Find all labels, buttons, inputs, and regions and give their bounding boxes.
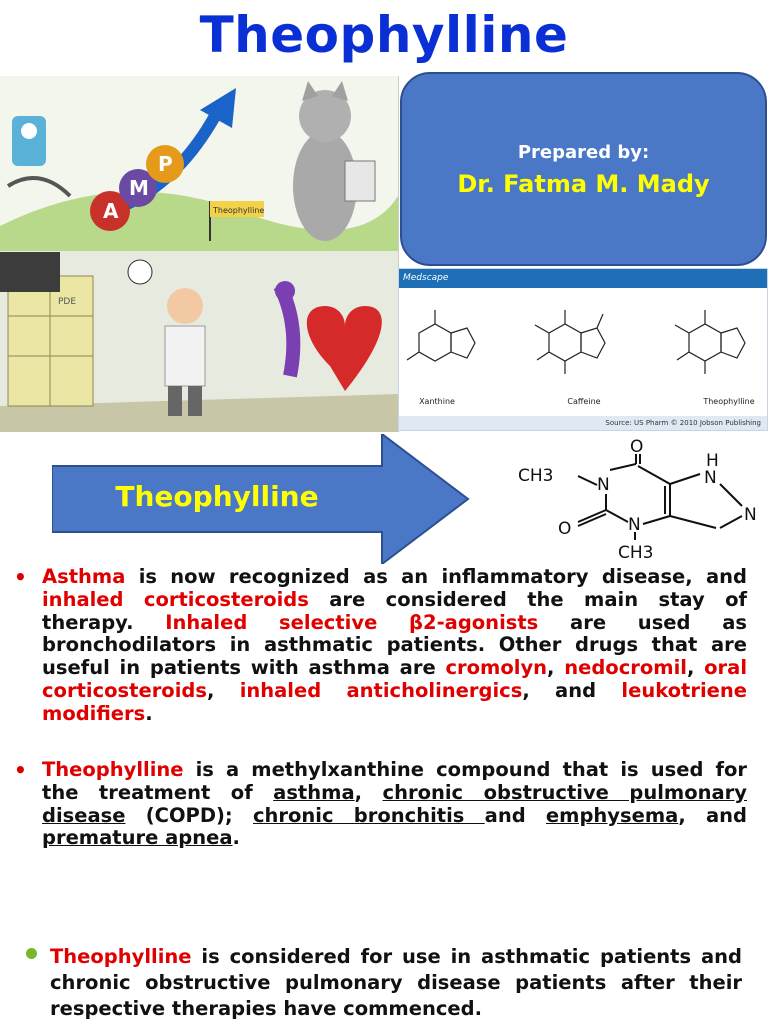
text: , and	[522, 678, 622, 702]
term-oral-corticosteroids: oral corticosteroids	[42, 656, 748, 702]
paragraph-theophylline-uses	[42, 759, 747, 850]
text: and	[484, 803, 546, 827]
text: ,	[547, 656, 565, 680]
term-theophylline: Theophylline	[50, 945, 192, 968]
term-beta2-agonists: Inhaled selective β2-agonists	[165, 610, 539, 634]
term-chronic-bronchitis: chronic bronchitis	[252, 803, 485, 827]
text: are considered the main stay of therapy.	[42, 587, 747, 634]
structure-n1: N	[597, 475, 610, 495]
bullet-dot: •	[14, 758, 27, 782]
bullet-dot: •	[14, 565, 27, 589]
term-inhaled-corticosteroids: inhaled corticosteroids	[42, 587, 309, 611]
structure-o-top: O	[630, 437, 644, 457]
text: .	[232, 826, 240, 850]
structure-h: H	[706, 451, 719, 471]
structure-o-left: O	[558, 519, 572, 539]
author-box	[400, 72, 767, 266]
structure-ch3-top: CH3	[518, 466, 554, 486]
term-leukotriene-modifiers: leukotriene modifiers	[42, 678, 747, 725]
amp-letter-p: P	[158, 152, 173, 176]
term-inhaled-anticholinergics: inhaled anticholinergics	[239, 678, 523, 702]
text: , and	[678, 803, 747, 827]
molecule-label-caffeine: Caffeine	[567, 397, 601, 406]
structure-n-top-right: N	[704, 468, 717, 488]
medscape-brand: Medscape	[399, 269, 767, 288]
term-emphysema: emphysema	[545, 803, 679, 827]
page-title: Theophylline	[199, 6, 569, 64]
text: is considered for use in asthmatic patients and chronic obstructive pulmonary disease patients after their respective therapies have commenced.	[50, 945, 742, 1020]
text: ,	[686, 656, 705, 680]
amp-letter-a: A	[103, 199, 119, 223]
pde-text: PDE	[58, 297, 77, 307]
author-name: Dr. Fatma M. Mady	[457, 170, 710, 198]
amp-letter-m: M	[129, 176, 149, 200]
text: is a methylxanthine compound that is used for the treatment of	[42, 758, 747, 804]
structure-n-bottom: N	[628, 515, 641, 535]
cartoon-illustration	[0, 76, 399, 432]
text: ,	[354, 780, 383, 804]
term-nedocromil: nedocromil	[564, 656, 687, 680]
theophylline-structure	[510, 436, 768, 564]
term-asthma: asthma	[273, 780, 355, 804]
term-theophylline: Theophylline	[42, 758, 184, 781]
term-cromolyn: cromolyn	[445, 656, 548, 680]
prepared-by-label: Prepared by:	[517, 142, 650, 163]
molecule-label-theophylline: Theophylline	[703, 397, 755, 406]
text: (COPD);	[125, 803, 253, 827]
text: are used as bronchodilators in asthmatic patients. Other drugs that are useful in patients with asthma are	[42, 610, 748, 680]
text: ,	[206, 678, 240, 702]
medscape-structures-panel	[398, 268, 768, 431]
green-bullet-dot	[26, 948, 37, 959]
arrow-label: Theophylline	[115, 480, 319, 513]
term-asthma: Asthma	[42, 565, 126, 588]
medscape-source: Source: US Pharm © 2010 Jobson Publishing	[399, 416, 767, 430]
structure-n-right: N	[744, 505, 757, 525]
cartoon-illustration-graphic	[0, 76, 398, 432]
flag-text: Theophylline	[213, 206, 265, 215]
term-premature-apnea: premature apnea	[42, 826, 233, 850]
paragraph-asthma	[42, 566, 747, 726]
text: .	[145, 701, 153, 725]
paragraph-theophylline-consideration	[50, 944, 742, 1022]
structure-ch3-bottom: CH3	[618, 543, 654, 563]
molecule-label-xanthine: Xanthine	[419, 397, 455, 406]
term-copd: chronic obstructive pulmonary disease	[42, 780, 747, 827]
text: is now recognized as an inflammatory disease, and	[125, 565, 747, 588]
